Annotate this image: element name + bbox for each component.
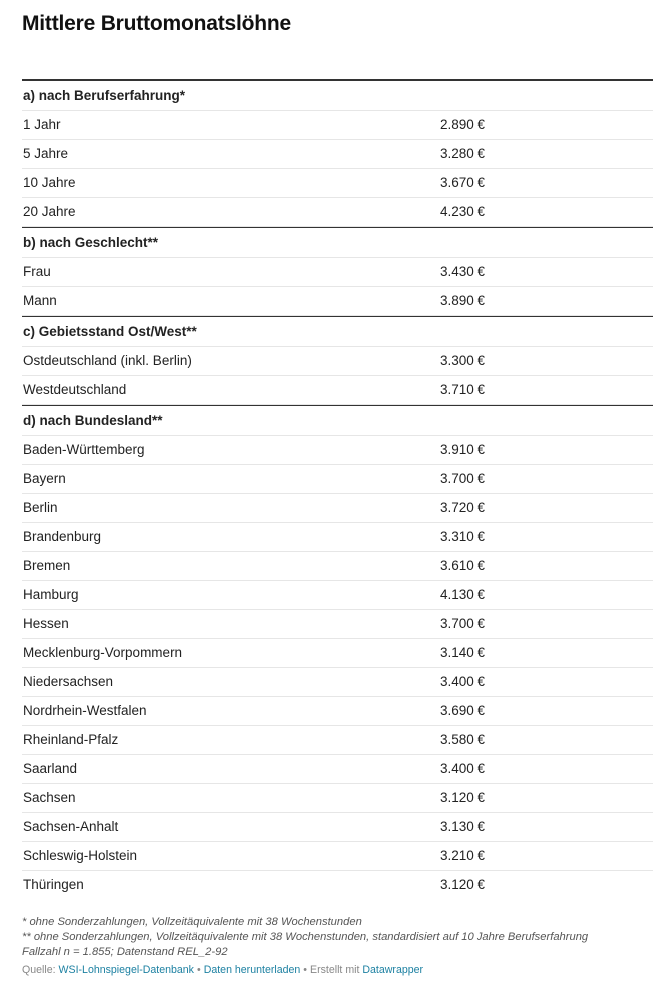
row-label: Saarland bbox=[23, 761, 78, 776]
row-value: 3.910 € bbox=[440, 442, 486, 457]
table-row bbox=[22, 668, 653, 697]
row-label: Sachsen-Anhalt bbox=[23, 819, 119, 834]
row-label: Niedersachsen bbox=[23, 674, 114, 689]
row-label: Berlin bbox=[23, 500, 58, 515]
row-label: Bayern bbox=[23, 471, 66, 486]
table-row bbox=[22, 436, 653, 465]
row-value: 3.310 € bbox=[440, 529, 486, 544]
table-section bbox=[22, 405, 653, 899]
source-link[interactable]: WSI-Lohnspiegel-Datenbank bbox=[58, 964, 194, 976]
table-row bbox=[22, 813, 653, 842]
table-section bbox=[22, 81, 653, 227]
table-row bbox=[22, 726, 653, 755]
row-label: Bremen bbox=[23, 558, 71, 573]
row-value: 3.400 € bbox=[440, 761, 486, 776]
table-row bbox=[22, 755, 653, 784]
created-with-text: Erstellt mit bbox=[310, 964, 363, 976]
table-row bbox=[22, 610, 653, 639]
salary-table bbox=[22, 79, 653, 899]
footnote-3: Fallzahl n = 1.855; Datenstand REL_2-92 bbox=[22, 945, 228, 958]
table-row bbox=[22, 376, 653, 405]
table-row bbox=[22, 258, 653, 287]
row-label: Nordrhein-Westfalen bbox=[23, 703, 147, 718]
row-label: Mann bbox=[23, 293, 57, 308]
row-label: Mecklenburg-Vorpommern bbox=[23, 645, 183, 660]
source-footer bbox=[22, 964, 423, 976]
row-label: 1 Jahr bbox=[23, 117, 61, 132]
table-row bbox=[22, 552, 653, 581]
row-label: Sachsen bbox=[23, 790, 76, 805]
row-value: 3.130 € bbox=[440, 819, 486, 834]
table-section bbox=[22, 316, 653, 405]
row-label: Westdeutschland bbox=[23, 382, 127, 397]
row-value: 3.700 € bbox=[440, 616, 486, 631]
row-value: 3.400 € bbox=[440, 674, 486, 689]
table-row bbox=[22, 347, 653, 376]
table-row bbox=[22, 198, 653, 227]
table-row bbox=[22, 287, 653, 316]
table-row bbox=[22, 581, 653, 610]
row-value: 3.300 € bbox=[440, 353, 486, 368]
table-row bbox=[22, 784, 653, 813]
table-row bbox=[22, 523, 653, 552]
row-value: 3.710 € bbox=[440, 382, 486, 397]
table-row bbox=[22, 494, 653, 523]
table-row bbox=[22, 871, 653, 899]
footer-separator: • bbox=[196, 964, 201, 976]
row-label: Hamburg bbox=[23, 587, 79, 602]
table-row bbox=[22, 140, 653, 169]
row-value: 3.690 € bbox=[440, 703, 486, 718]
row-value: 3.280 € bbox=[440, 146, 486, 161]
row-value: 4.230 € bbox=[440, 204, 486, 219]
section-header: c) Gebietsstand Ost/West** bbox=[22, 317, 653, 347]
section-header: b) nach Geschlecht** bbox=[22, 228, 653, 258]
table-row bbox=[22, 697, 653, 726]
table-row bbox=[22, 639, 653, 668]
row-label: Hessen bbox=[23, 616, 69, 631]
footnotes bbox=[22, 915, 658, 959]
section-header: a) nach Berufserfahrung* bbox=[22, 81, 653, 111]
row-value: 3.430 € bbox=[440, 264, 486, 279]
table-row bbox=[22, 465, 653, 494]
row-value: 3.580 € bbox=[440, 732, 486, 747]
row-value: 3.120 € bbox=[440, 877, 486, 892]
row-label: Frau bbox=[23, 264, 51, 279]
row-value: 3.670 € bbox=[440, 175, 486, 190]
datawrapper-link[interactable]: Datawrapper bbox=[362, 964, 424, 976]
row-value: 3.120 € bbox=[440, 790, 486, 805]
table-section bbox=[22, 227, 653, 316]
footnote-1: * ohne Sonderzahlungen, Vollzeitäquivalente mit 38 Wochenstunden bbox=[22, 916, 362, 928]
table-row bbox=[22, 842, 653, 871]
row-value: 3.610 € bbox=[440, 558, 486, 573]
table-row bbox=[22, 169, 653, 198]
row-label: Ostdeutschland (inkl. Berlin) bbox=[23, 353, 192, 368]
row-label: Thüringen bbox=[23, 877, 84, 892]
table-row bbox=[22, 111, 653, 140]
download-data-link[interactable]: Daten herunterladen bbox=[203, 964, 301, 976]
row-label: Brandenburg bbox=[23, 529, 102, 544]
row-label: Rheinland-Pfalz bbox=[23, 732, 119, 747]
row-value: 4.130 € bbox=[440, 587, 486, 602]
row-value: 3.140 € bbox=[440, 645, 486, 660]
section-header: d) nach Bundesland** bbox=[22, 406, 653, 436]
footnote-2: ** ohne Sonderzahlungen, Vollzeitäquivalente mit 38 Wochenstunden, standardisiert auf 10 Jahre Berufserfahrung bbox=[22, 930, 589, 943]
page-title: Mittlere Bruttomonatslöhne bbox=[22, 12, 291, 35]
row-label: 10 Jahre bbox=[23, 175, 76, 190]
row-label: Baden-Württemberg bbox=[23, 442, 145, 457]
row-value: 3.720 € bbox=[440, 500, 486, 515]
row-value: 2.890 € bbox=[440, 117, 486, 132]
row-label: 20 Jahre bbox=[23, 204, 76, 219]
footer-separator: • bbox=[303, 964, 307, 976]
row-label: 5 Jahre bbox=[23, 146, 69, 161]
row-label: Schleswig-Holstein bbox=[23, 848, 138, 863]
source-prefix: Quelle: bbox=[22, 964, 59, 976]
row-value: 3.890 € bbox=[440, 293, 486, 308]
row-value: 3.210 € bbox=[440, 848, 486, 863]
row-value: 3.700 € bbox=[440, 471, 486, 486]
